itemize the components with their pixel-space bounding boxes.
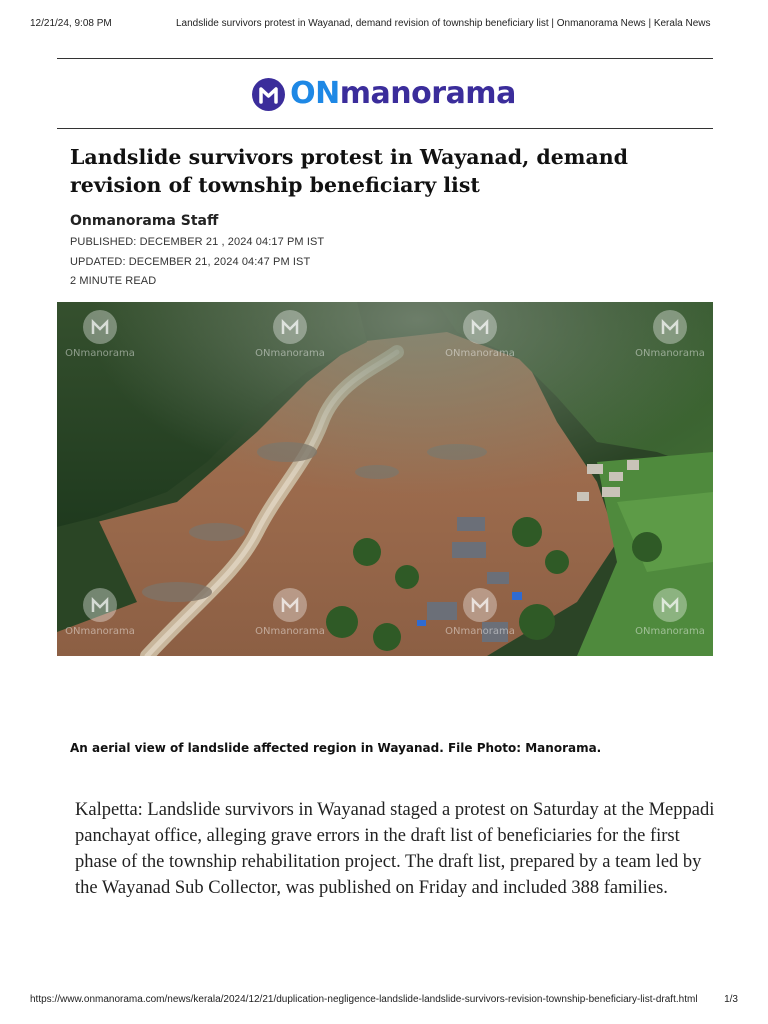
article-author[interactable]: Onmanorama Staff (70, 213, 219, 229)
article-photo (57, 302, 713, 656)
article-body-paragraph: Kalpetta: Landslide survivors in Wayanad staged a protest on Saturday at the Meppadi panchayat office, alleging grave errors in the draft list of beneficiaries for the first phase of the township rehabilitation project. The draft list, prepared by a team led by the Wayanad Sub Collector, was published on Friday and included 388 families. (75, 800, 715, 898)
photo-watermark: ONmanorama (635, 348, 705, 359)
header-divider-bottom (57, 128, 713, 129)
updated-date: UPDATED: DECEMBER 21, 2024 04:47 PM IST (70, 256, 311, 268)
photo-watermark: ONmanorama (65, 626, 135, 637)
photo-watermark: ONmanorama (635, 626, 705, 637)
logo-on: ON (290, 76, 340, 111)
read-time: 2 MINUTE READ (70, 275, 157, 287)
logo-wordmark (290, 76, 516, 111)
header-divider-top (57, 58, 713, 59)
manorama-logo-icon (252, 78, 285, 111)
article-headline: Landslide survivors protest in Wayanad, demand revision of township beneficiary list (70, 145, 628, 197)
page-number: 1/3 (724, 994, 738, 1005)
photo-watermark: ONmanorama (255, 626, 325, 637)
print-header (30, 18, 738, 32)
site-logo[interactable] (0, 74, 768, 114)
print-url: https://www.onmanorama.com/news/kerala/2024/12/21/duplication-negligence-landslide-landslide-survivors-revision-township-beneficiary-list-draft.html (30, 994, 698, 1005)
photo-watermark: ONmanorama (445, 626, 515, 637)
photo-watermark: ONmanorama (445, 348, 515, 359)
logo-manorama: manorama (339, 76, 516, 111)
print-page-title: Landslide survivors protest in Wayanad, demand revision of township beneficiary list | Onmanorama News | Kerala News (176, 18, 711, 29)
photo-watermark: ONmanorama (65, 348, 135, 359)
published-date: PUBLISHED: DECEMBER 21 , 2024 04:17 PM IST (70, 236, 325, 248)
photo-watermark: ONmanorama (255, 348, 325, 359)
photo-caption: An aerial view of landslide affected region in Wayanad. File Photo: Manorama. (70, 741, 602, 755)
print-datetime: 12/21/24, 9:08 PM (30, 18, 112, 29)
print-footer (30, 994, 738, 1008)
